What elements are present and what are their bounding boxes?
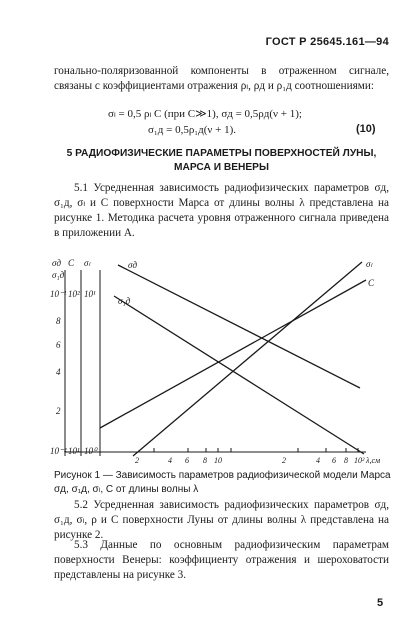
tick-sigma-5: 10⁻² xyxy=(50,446,67,456)
tick-c-0: 10² xyxy=(68,289,80,299)
x-tick-9: 10² xyxy=(354,456,365,465)
figure-caption: Рисунок 1 — Зависимость параметров радиофизической модели Марса σд, σ₁д, σₗ, C от длины волны λ xyxy=(54,470,391,495)
x-tick-7: 6 xyxy=(332,456,336,465)
tick-sigma-1: 8 xyxy=(56,316,61,326)
axis-title-c: C xyxy=(68,258,75,268)
paragraph-5-2: 5.2 Усредненная зависимость радиофизических параметров σд, σ₁д, σₗ, ρ и C поверхности Луны от длины волны λ представлена на рисунке 2. xyxy=(54,499,389,541)
x-axis-ticks xyxy=(154,448,358,452)
tick-c-1: 10¹ xyxy=(68,446,80,456)
curve-c xyxy=(100,280,366,428)
x-tick-3: 8 xyxy=(203,456,207,465)
x-tick-5: 2 xyxy=(282,456,286,465)
axis-title-sigma-l: σₗ xyxy=(84,258,90,268)
document-header: ГОСТ Р 25645.161—94 xyxy=(265,36,389,48)
axis-title-sigma-1d: σ₁д xyxy=(52,270,65,280)
page-number: 5 xyxy=(377,597,384,609)
curve-label-sigma-d: σд xyxy=(128,260,137,270)
section-title: 5 РАДИОФИЗИЧЕСКИЕ ПАРАМЕТРЫ ПОВЕРХНОСТЕЙ ЛУНЫ, МАРСА И ВЕНЕРЫ xyxy=(66,148,377,173)
equation-line-2: σ₁д = 0,5ρ₁д(ν + 1). xyxy=(148,124,236,136)
curve-sigma-l xyxy=(133,262,362,456)
x-tick-0: 2 xyxy=(135,456,139,465)
x-axis-unit: λ,см xyxy=(366,456,381,465)
curve-sigma-1d xyxy=(114,296,364,454)
paragraph-5-3: 5.3 Данные по основным радиофизическим параметрам поверхности Венеры: коэффициенту отражения и шероховатости представлены на рисунке 3. xyxy=(54,539,389,581)
paragraph-intro: гонально-поляризованной компоненты в отраженном сигнале, связаны с коэффициентами отражения ρₗ, ρд и ρ₁д соотношениями: xyxy=(54,65,389,92)
paragraph-5-1: 5.1 Усредненная зависимость радиофизических параметров σд, σ₁д, σₗ и C поверхности Марса от длины волны λ представлена на рисунке 1. Методика расчета уровня отраженного сигнала приведена в приложении А. xyxy=(54,182,389,239)
x-tick-6: 4 xyxy=(316,456,320,465)
x-tick-8: 8 xyxy=(344,456,348,465)
x-tick-1: 4 xyxy=(168,456,172,465)
x-tick-2: 6 xyxy=(185,456,189,465)
tick-sigmal-0: 10¹ xyxy=(84,289,96,299)
curve-label-c: C xyxy=(368,278,375,288)
curve-label-sigma-1d: σ₁д xyxy=(118,296,131,306)
tick-sigma-2: 6 xyxy=(56,340,61,350)
tick-sigma-0: 10⁻¹ xyxy=(50,289,67,299)
curve-label-sigma-l: σₗ xyxy=(366,259,372,269)
figure-1-chart xyxy=(48,258,393,468)
tick-sigma-4: 2 xyxy=(56,406,61,416)
equation-number: (10) xyxy=(356,123,376,135)
curve-sigma-d xyxy=(118,265,360,388)
axis-title-sigma-d: σд xyxy=(52,258,61,268)
tick-sigma-3: 4 xyxy=(56,367,61,377)
equation-line-1: σₗ = 0,5 ρₗ C (при C≫1), σд = 0,5ρд(ν + 1); xyxy=(108,108,302,120)
x-tick-4: 10 xyxy=(214,456,222,465)
tick-sigmal-1: 10⁰ xyxy=(84,446,97,456)
